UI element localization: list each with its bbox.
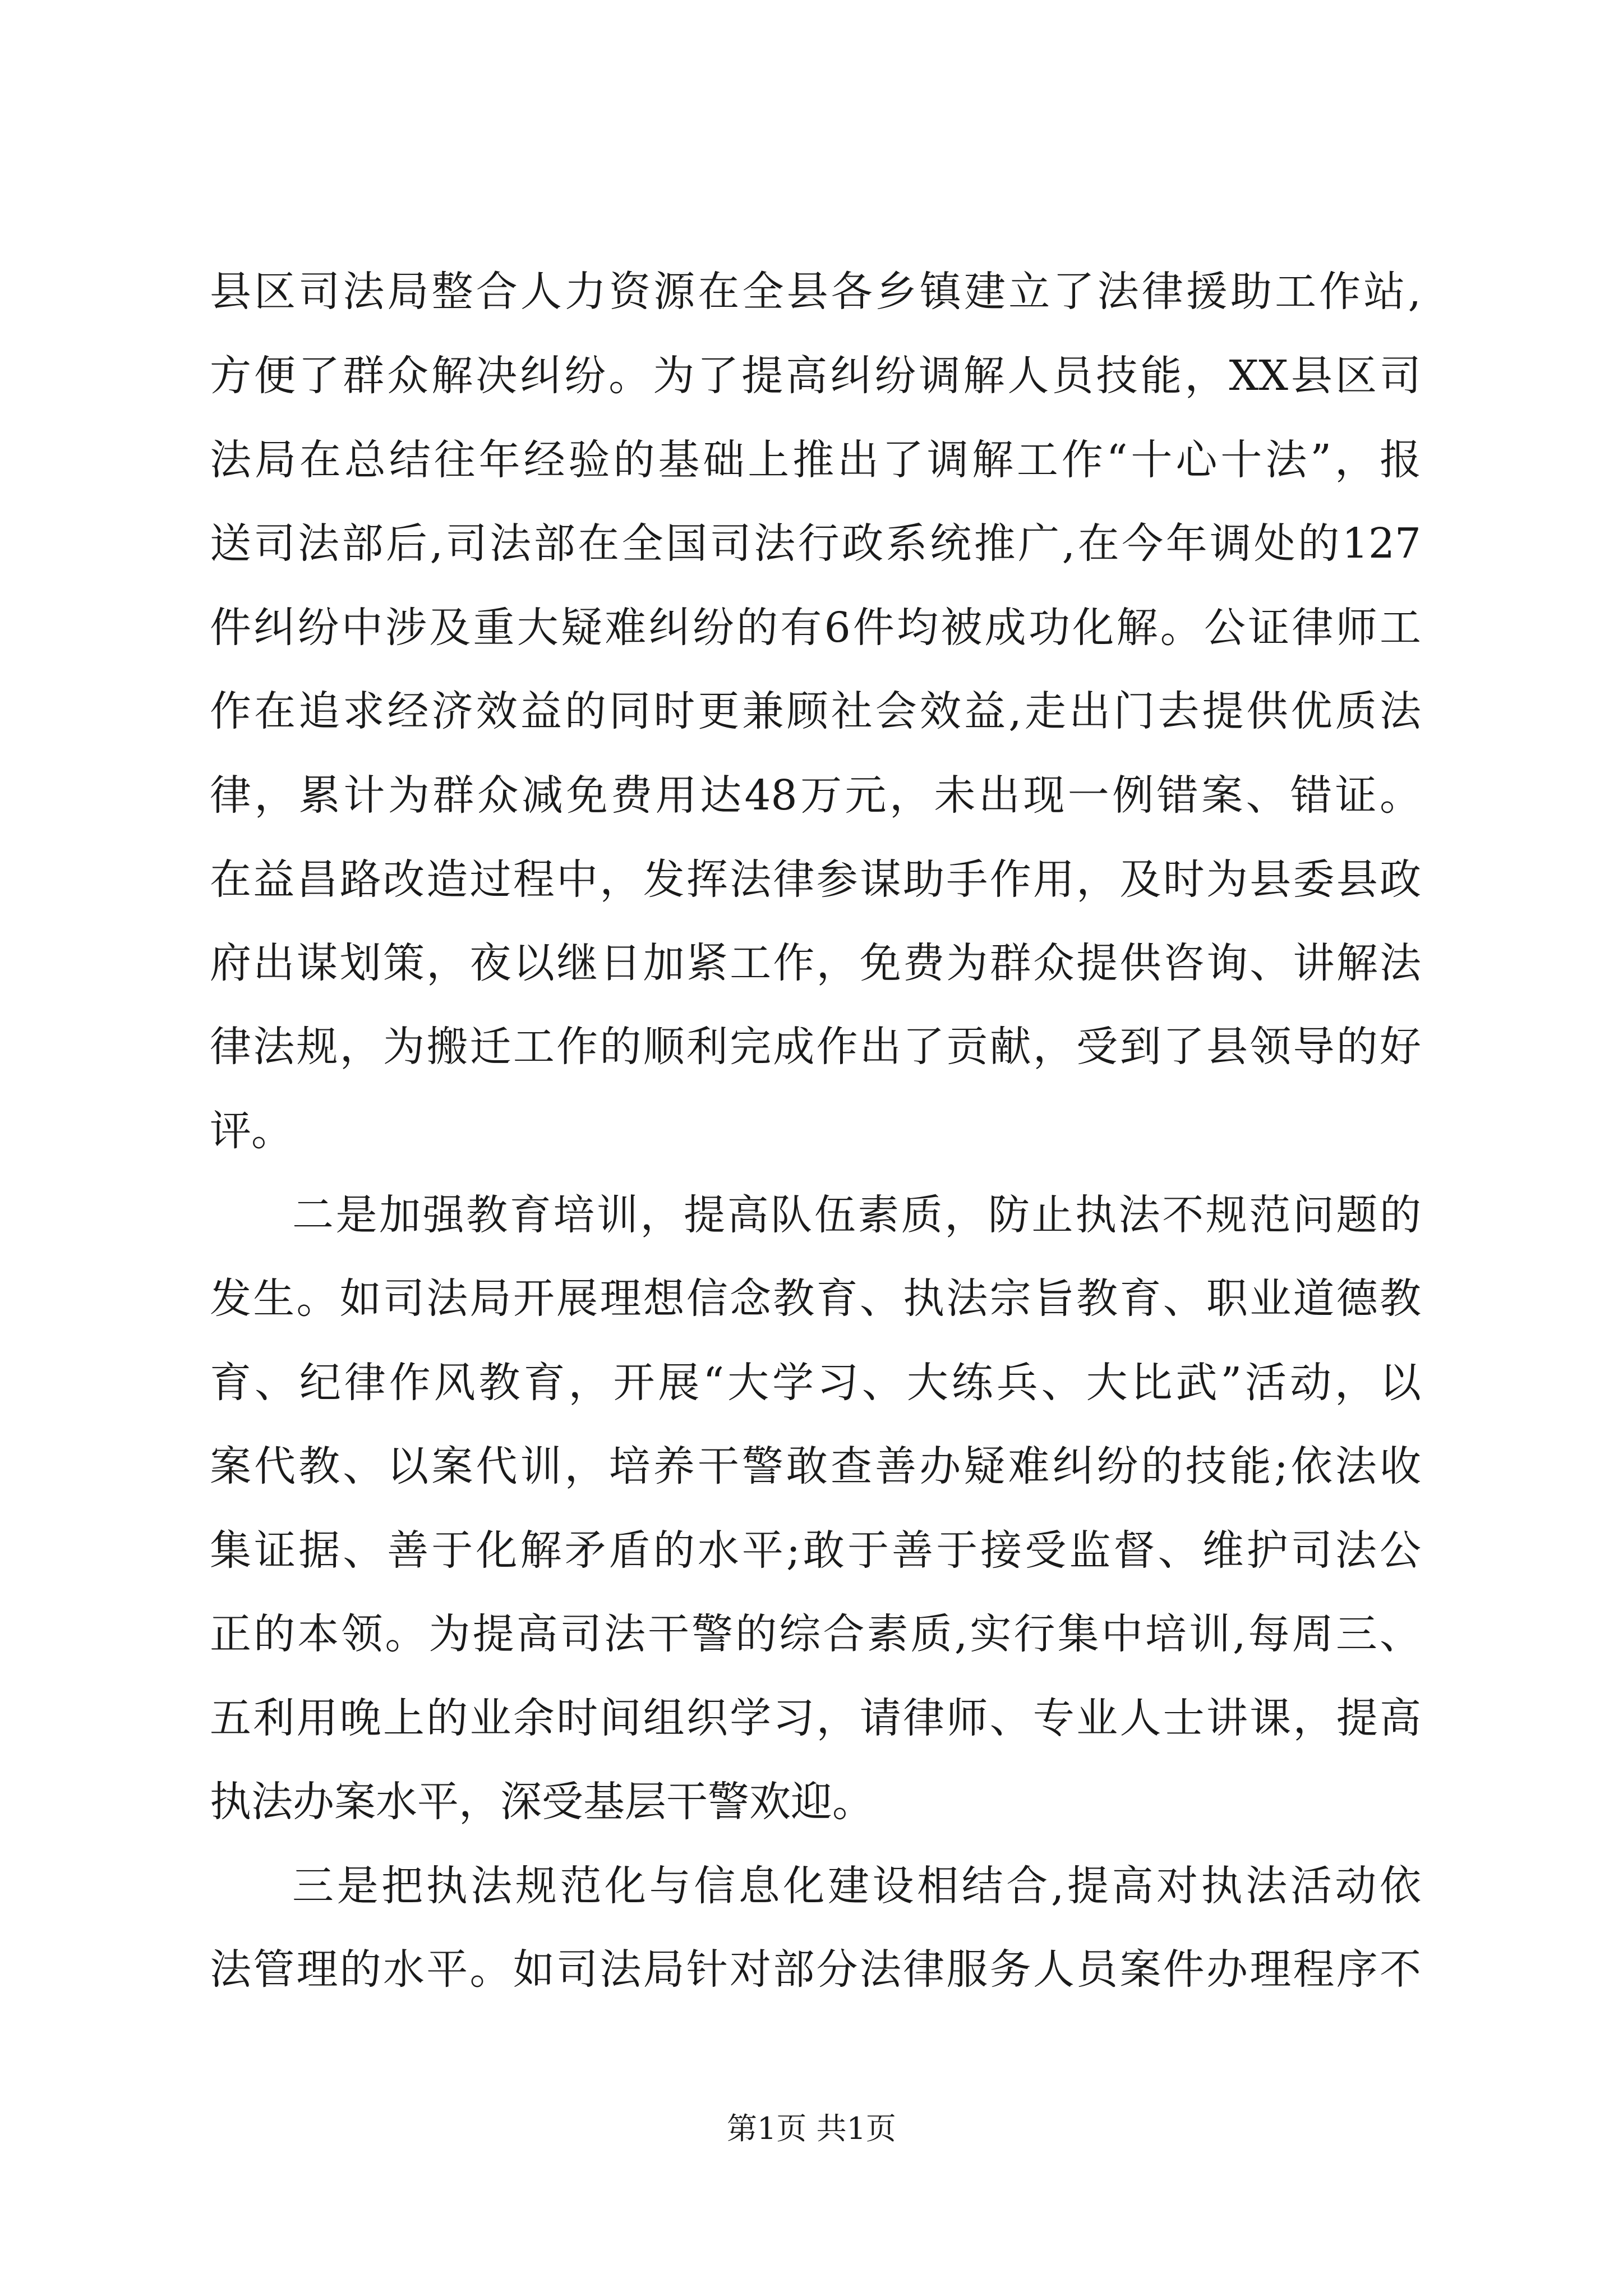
text-line-1: 县区司法局整合人力资源在全县各乡镇建立了法律援助工作站, bbox=[210, 268, 1421, 316]
text-line-18: 五利用晚上的业余时间组织学习，请律师、专业人士讲课，提高 bbox=[210, 1694, 1421, 1742]
text-line-6: 作在追求经济效益的同时更兼顾社会效益,走出门去提供优质法 bbox=[210, 687, 1421, 735]
text-line-21: 法管理的水平。如司法局针对部分法律服务人员案件办理程序不 bbox=[210, 1945, 1421, 1994]
text-line-11: 评。 bbox=[210, 1107, 293, 1155]
text-line-16: 集证据、善于化解矛盾的水平;敢于善于接受监督、维护司法公 bbox=[210, 1526, 1421, 1575]
text-line-10: 律法规，为搬迁工作的顺利完成作出了贡献，受到了县领导的好 bbox=[210, 1023, 1421, 1071]
text-line-14: 育、纪律作风教育，开展“大学习、大练兵、大比武”活动，以 bbox=[210, 1359, 1421, 1407]
text-line-19: 执法办案水平，深受基层干警欢迎。 bbox=[210, 1778, 874, 1826]
text-line-13: 发生。如司法局开展理想信念教育、执法宗旨教育、职业道德教 bbox=[210, 1274, 1421, 1323]
paragraph-2-line-1: 二是加强教育培训，提高队伍素质，防止执法不规范问题的 bbox=[292, 1191, 1421, 1239]
text-line-4: 送司法部后,司法部在全国司法行政系统推广,在今年调处的127 bbox=[210, 519, 1421, 568]
text-line-9: 府出谋划策，夜以继日加紧工作，免费为群众提供咨询、讲解法 bbox=[210, 939, 1421, 987]
paragraph-3-line-1: 三是把执法规范化与信息化建设相结合,提高对执法活动依 bbox=[292, 1862, 1421, 1910]
text-line-8: 在益昌路改造过程中，发挥法律参谋助手作用，及时为县委县政 bbox=[210, 855, 1421, 904]
text-line-3: 法局在总结往年经验的基础上推出了调解工作“十心十法”，报 bbox=[210, 436, 1421, 484]
text-line-15: 案代教、以案代训，培养干警敢查善办疑难纠纷的技能;依法收 bbox=[210, 1442, 1421, 1490]
text-line-5: 件纠纷中涉及重大疑难纠纷的有6件均被成功化解。公证律师工 bbox=[210, 604, 1421, 652]
page-footer: 第1页 共1页 bbox=[727, 2111, 896, 2146]
text-line-7: 律，累计为群众减免费用达48万元，未出现一例错案、错证。 bbox=[210, 771, 1421, 820]
text-line-2: 方便了群众解决纠纷。为了提高纠纷调解人员技能，XX县区司 bbox=[210, 352, 1421, 400]
text-line-17: 正的本领。为提高司法干警的综合素质,实行集中培训,每周三、 bbox=[210, 1610, 1421, 1658]
